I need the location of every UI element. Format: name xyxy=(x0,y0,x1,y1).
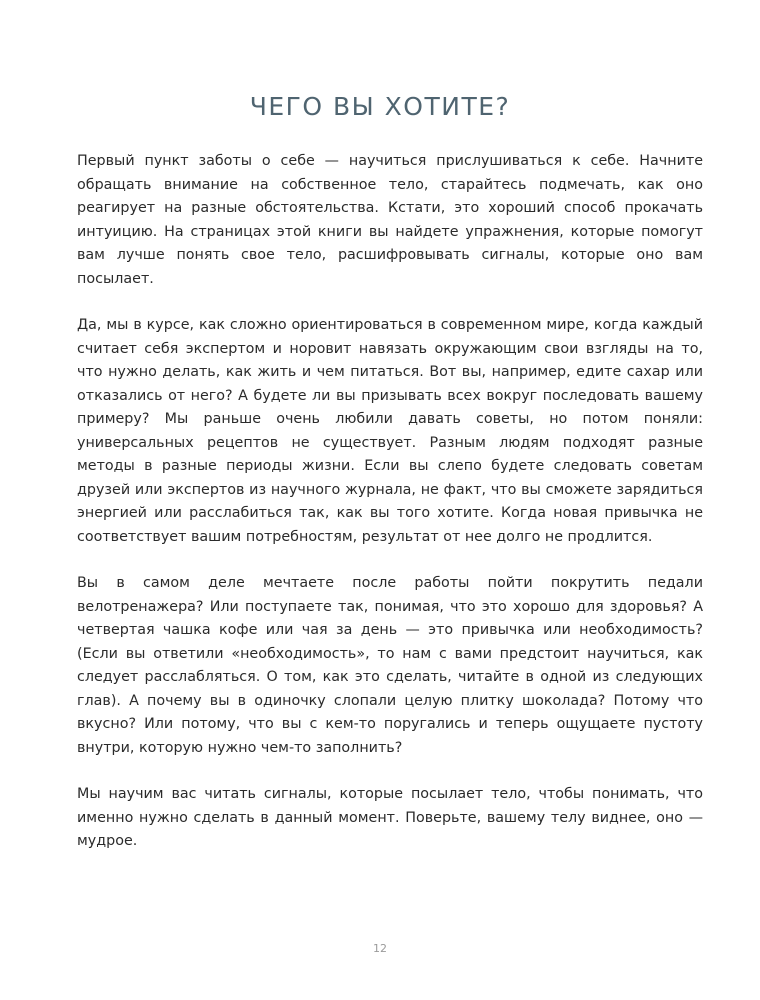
page-number: 12 xyxy=(373,942,387,955)
paragraph-1: Первый пункт заботы о себе — научиться прислушиваться к себе. Начните обращать внимание на собственное тело, старайтесь подмечать, как оно реагирует на разные обстоятельства. Кстати, это хороший способ прокачать интуицию. На страницах этой книги вы найдете упражнения, которые помогут вам лучше понять свое тело, расшифровывать сигналы, которые оно вам посылает. xyxy=(77,153,703,287)
page-title: ЧЕГО ВЫ ХОТИТЕ? xyxy=(249,92,511,121)
paragraph-2: Да, мы в курсе, как сложно ориентироваться в современном мире, когда каждый считает себя экспертом и норовит навязать окружающим свои взгляды на то, что нужно делать, как жить и чем питаться. Вот вы, например, едите сахар или отказались от него? А будете ли вы призывать всех вокруг последовать вашему примеру? Мы раньше очень любили давать советы, но потом поняли: универсальных рецептов не существует. Разным людям подходят разные методы в разные периоды жизни. Если вы слепо будете следовать советам друзей или экспертов из научного журнала, не факт, что вы сможете зарядиться энергией или расслабиться так, как вы того хотите. Когда новая привычка не соответствует вашим потребностям, результат от нее долго не продлится. xyxy=(77,317,703,545)
paragraph-4: Мы научим вас читать сигналы, которые посылает тело, чтобы понимать, что именно нужно сделать в данный момент. Поверьте, вашему телу виднее, оно — мудрое. xyxy=(77,786,703,849)
paragraph-3: Вы в самом деле мечтаете после работы пойти покрутить педали велотренажера? Или поступаете так, понимая, что это хорошо для здоровья? А четвертая чашка кофе или чая за день — это привычка или необходимость? (Если вы ответили «необходимость», то нам с вами предстоит научиться, как следует расслабляться. О том, как это сделать, читайте в одной из следующих глав). А почему вы в одиночку слопали целую плитку шоколада? Потому что вкусно? Или потому, что вы с кем-то поругались и теперь ощущаете пустоту внутри, которую нужно чем-то заполнить? xyxy=(77,575,703,756)
body-text xyxy=(77,150,703,877)
